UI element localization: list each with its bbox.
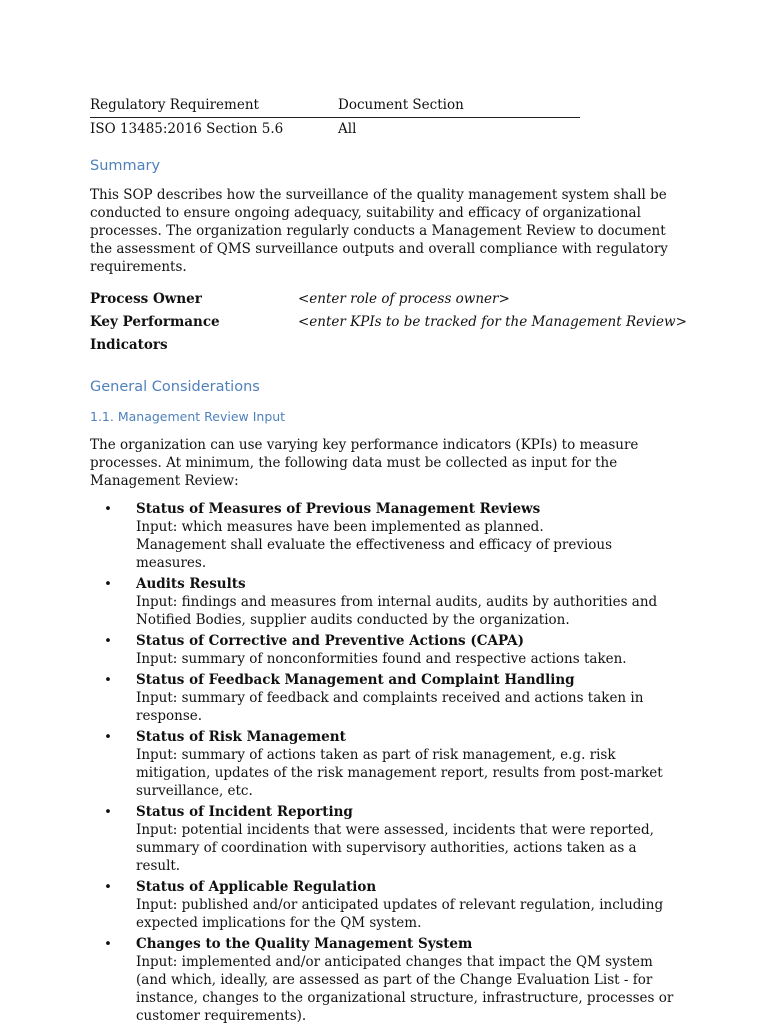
list-item-text: Input: published and/or anticipated updates of relevant regulation, including expected implications for the QM system.: [136, 897, 664, 931]
cell-document-section: All: [338, 121, 357, 137]
process-owner-row: [90, 288, 690, 311]
list-item-title: Status of Measures of Previous Management Reviews: [136, 501, 541, 517]
list-item: [90, 728, 684, 800]
bullet-icon: •: [104, 633, 112, 649]
list-item: [90, 671, 684, 725]
management-review-input-subheading: 1.1. Management Review Input: [90, 409, 286, 424]
list-item-text: Input: summary of feedback and complaints received and actions taken in response.: [136, 690, 644, 724]
bullet-icon: •: [104, 501, 112, 517]
list-item-title: Status of Feedback Management and Complaint Handling: [136, 672, 575, 688]
kpi-row: [90, 311, 690, 357]
cell-regulatory-requirement: ISO 13485:2016 Section 5.6: [90, 121, 284, 137]
header-document-section: Document Section: [338, 97, 464, 113]
bullet-icon: •: [104, 879, 112, 895]
list-item: [90, 500, 684, 572]
list-item-text: Management shall evaluate the effectiveness and efficacy of previous measures.: [136, 537, 613, 571]
list-item-text: Input: summary of nonconformities found and respective actions taken.: [136, 651, 627, 667]
list-item: [90, 575, 684, 629]
list-item: [90, 632, 684, 668]
document-page: [90, 94, 690, 1028]
general-considerations-heading: General Considerations: [90, 379, 260, 395]
process-owner-label: Process Owner: [90, 291, 202, 307]
list-item-title: Status of Risk Management: [136, 729, 346, 745]
bullet-icon: •: [104, 672, 112, 688]
list-item-title: Audits Results: [136, 576, 246, 592]
list-item-text: Input: implemented and/or anticipated changes that impact the QM system (and which, ideally, are assessed as part of the Change Evaluation List - for instance, changes to the organizational structure, infrastructure, processes or customer requirements).: [136, 954, 674, 1024]
kpi-label: Key Performance Indicators: [90, 314, 220, 353]
bullet-icon: •: [104, 576, 112, 592]
list-item-title: Changes to the Quality Management System: [136, 936, 473, 952]
list-item-text: Input: findings and measures from internal audits, audits by authorities and Notified Bodies, supplier audits conducted by the organization.: [136, 594, 658, 628]
list-item-title: Status of Corrective and Preventive Actions (CAPA): [136, 633, 524, 649]
summary-heading: Summary: [90, 158, 161, 174]
list-item-text: Input: summary of actions taken as part of risk management, e.g. risk mitigation, updates of the risk management report, results from post-market surveillance, etc.: [136, 747, 663, 799]
bullet-icon: •: [104, 936, 112, 952]
kpi-value: <enter KPIs to be tracked for the Management Review>: [298, 314, 687, 330]
requirement-table: [90, 94, 580, 140]
list-item-title: Status of Applicable Regulation: [136, 879, 377, 895]
requirement-table-row: [90, 118, 580, 140]
key-value-list: [90, 288, 690, 357]
general-paragraph: The organization can use varying key performance indicators (KPIs) to measure processes. At minimum, the following data must be collected as input for the Management Review:: [90, 437, 639, 489]
list-item-title: Status of Incident Reporting: [136, 804, 353, 820]
list-item: [90, 878, 684, 932]
list-item: [90, 803, 684, 875]
process-owner-value: <enter role of process owner>: [298, 291, 510, 307]
list-item: [90, 935, 684, 1025]
header-regulatory-requirement: Regulatory Requirement: [90, 97, 259, 113]
requirement-table-header: [90, 94, 580, 118]
list-item-text: Input: potential incidents that were assessed, incidents that were reported, summary of coordination with supervisory authorities, actions taken as a result.: [136, 822, 654, 874]
bullet-icon: •: [104, 804, 112, 820]
list-item-text: Input: which measures have been implemented as planned.: [136, 519, 544, 535]
input-bullet-list: [90, 500, 690, 1025]
summary-paragraph: This SOP describes how the surveillance of the quality management system shall be conducted to ensure ongoing adequacy, suitability and efficacy of organizational processes. The organization regularly conducts a Management Review to document the assessment of QMS surveillance outputs and overall compliance with regulatory requirements.: [90, 187, 668, 275]
bullet-icon: •: [104, 729, 112, 745]
